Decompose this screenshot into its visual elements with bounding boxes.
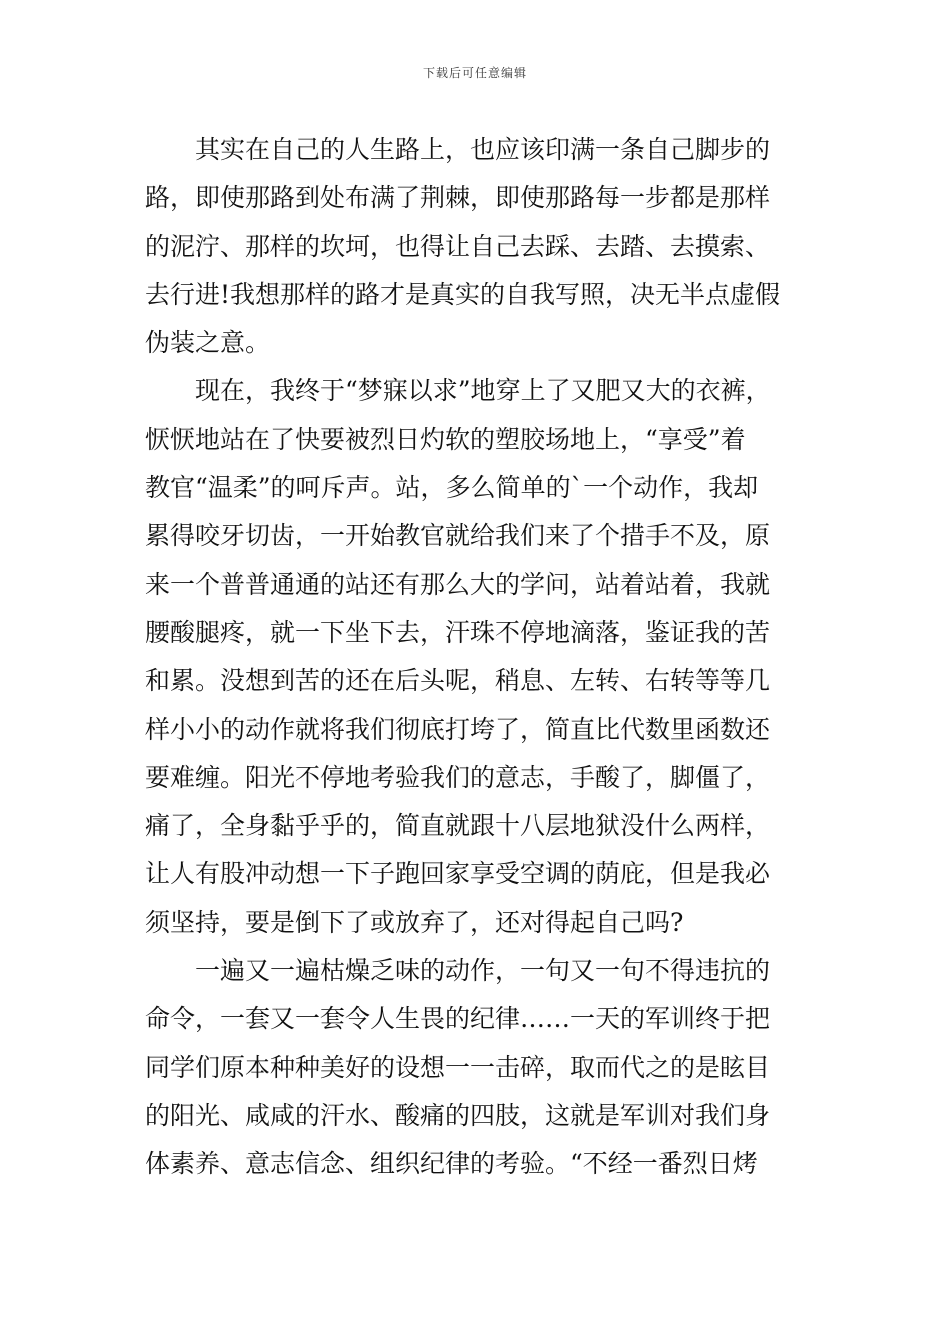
body-text: [145, 126, 813, 1189]
header-note: 下载后可任意编辑: [422, 66, 527, 80]
paragraph-line: 同学们原本种种美好的设想一一击碎，取而代之的是眩目: [145, 1052, 771, 1082]
paragraph-line: 路，即使那路到处布满了荆棘，即使那路每一步都是那样: [145, 183, 771, 213]
paragraph-line: 须坚持，要是倒下了或放弃了，还对得起自己吗?: [145, 907, 684, 937]
paragraph-line: 样小小的动作就将我们彻底打垮了，简直比代数里函数还: [145, 714, 771, 744]
paragraph-line: 去行进!我想那样的路才是真实的自我写照，决无半点虚假: [145, 279, 781, 309]
paragraph-line: 痛了，全身黏乎乎的，简直就跟十八层地狱没什么两样，: [145, 811, 771, 841]
paragraph-line: 和累。没想到苦的还在后头呢，稍息、左转、右转等等几: [145, 666, 771, 696]
paragraph-line: 现在，我终于“梦寐以求”地穿上了又肥又大的衣裤，: [195, 376, 771, 406]
paragraph-line: 来一个普普通通的站还有那么大的学问，站着站着，我就: [145, 569, 771, 599]
paragraph-line: 的泥泞、那样的坎坷，也得让自己去踩、去踏、去摸索、: [145, 231, 771, 261]
paragraph-line: 累得咬牙切齿，一开始教官就给我们来了个措手不及，原: [145, 521, 771, 551]
paragraph-line: 命令，一套又一套令人生畏的纪律……一天的军训终于把: [145, 1004, 771, 1034]
paragraph-line: 体素养、意志信念、组织纪律的考验。“不经一番烈日烤: [145, 1149, 758, 1179]
paragraph-line: 一遍又一遍枯燥乏味的动作，一句又一句不得违抗的: [195, 956, 771, 986]
paragraph-line: 腰酸腿疼，就一下坐下去，汗珠不停地滴落，鉴证我的苦: [145, 617, 771, 647]
paragraph-line: 要难缠。阳光不停地考验我们的意志，手酸了，脚僵了，: [145, 762, 771, 792]
paragraph-line: 伪装之意。: [145, 328, 271, 358]
paragraph-line: 让人有股冲动想一下子跑回家享受空调的荫庇，但是我必: [145, 859, 771, 889]
paragraph-line: 教官“温柔”的呵斥声。站，多么简单的`一个动作，我却: [145, 473, 759, 503]
paragraph-line: 其实在自己的人生路上，也应该印满一条自己脚步的: [195, 135, 771, 164]
paragraph-line: 的阳光、咸咸的汗水、酸痛的四肢，这就是军训对我们身: [145, 1100, 771, 1130]
paragraph-line: 恹恹地站在了快要被烈日灼软的塑胶场地上，“享受”着: [145, 424, 746, 454]
